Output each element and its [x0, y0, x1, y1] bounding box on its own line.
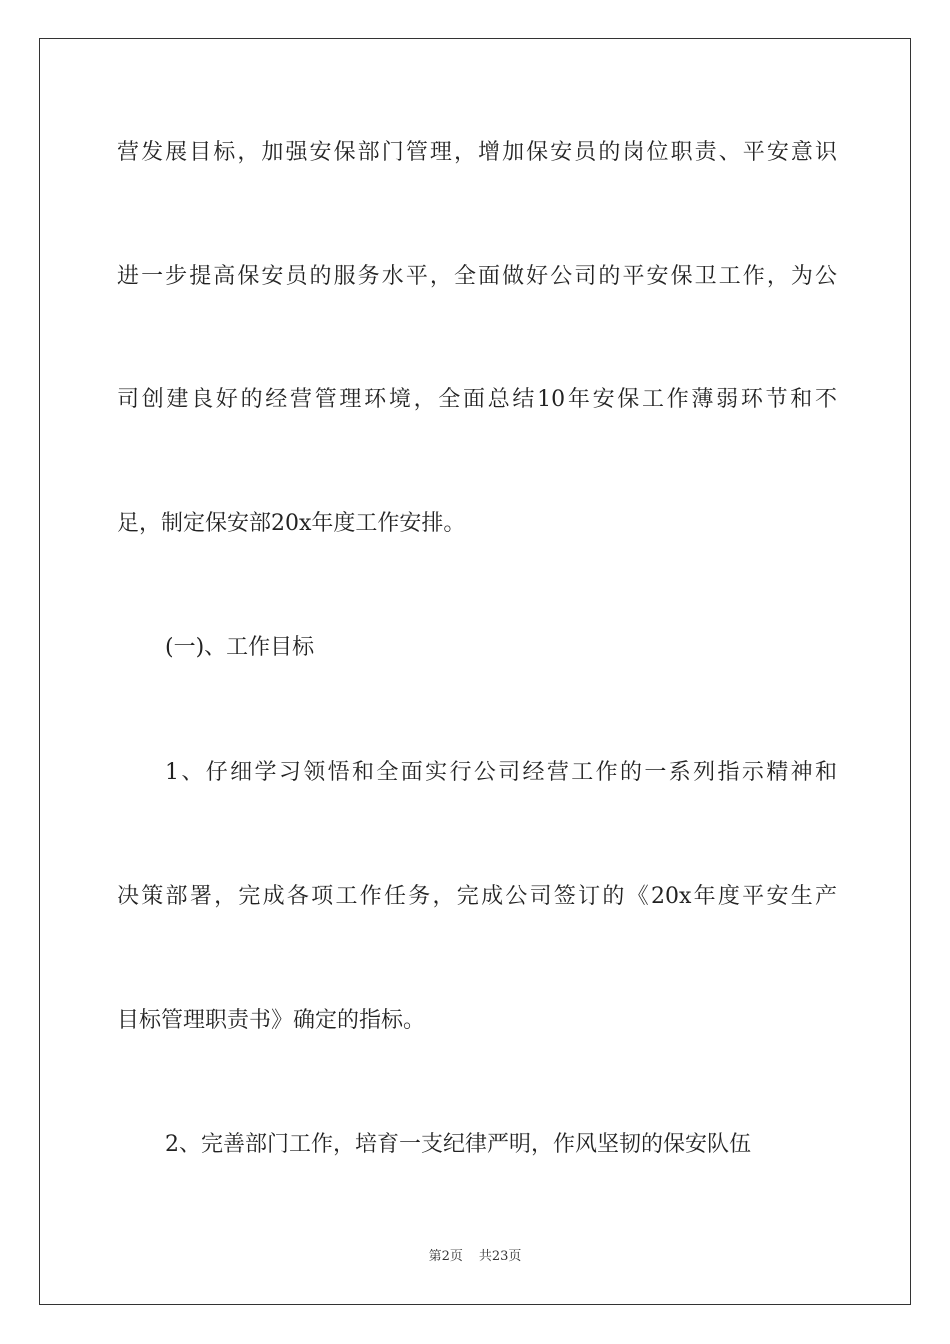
- body-line-2: 进一步提高保安员的服务水平，全面做好公司的平安保卫工作，为公: [117, 264, 837, 289]
- page-number: 第2页: [428, 1249, 463, 1264]
- page-footer: [0, 1248, 950, 1266]
- item-1-line-1: 1、仔细学习领悟和全面实行公司经营工作的一系列指示精神和: [165, 760, 837, 785]
- body-line-1: 营发展目标，加强安保部门管理，增加保安员的岗位职责、平安意识: [117, 140, 837, 165]
- section-heading: (一)、工作目标: [165, 635, 315, 660]
- page-frame: [39, 38, 911, 1305]
- body-line-3: 司创建良好的经营管理环境，全面总结10年安保工作薄弱环节和不: [117, 387, 837, 412]
- item-1-line-3: 目标管理职责书》确定的指标。: [117, 1008, 426, 1033]
- page-total: 共23页: [478, 1249, 522, 1264]
- item-1-line-2: 决策部署，完成各项工作任务，完成公司签订的《20x年度平安生产: [117, 884, 837, 909]
- item-2-line-1: 2、完善部门工作，培育一支纪律严明，作风坚韧的保安队伍: [165, 1132, 751, 1157]
- body-line-4: 足，制定保安部20x年度工作安排。: [117, 511, 466, 536]
